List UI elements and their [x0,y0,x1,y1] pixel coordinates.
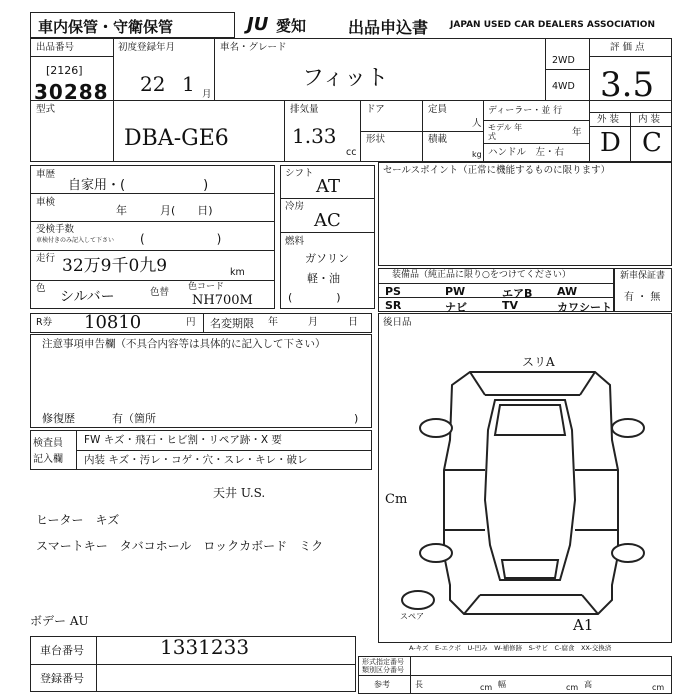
history-label: 車歴 [36,169,56,180]
score-value: 3.5 [600,65,655,105]
capacity-label: 定員 [428,104,448,115]
interior-label: 内 装 [638,114,661,125]
fuel-diesel: 軽・油 [307,272,340,285]
inspection-label: 車検 [36,197,56,208]
interior-grade: C [642,128,662,158]
drive-2wd: 2WD [552,55,575,66]
association-name: JAPAN USED CAR DEALERS ASSOCIATION [450,20,655,30]
recycle-label: R券 [36,317,53,328]
length-unit: cm [480,683,493,692]
inspection-value: 年 月( 日) [116,204,213,217]
damage-legend: A-キズ E-エクボ U-凹み W-補修跡 S-サビ C-腐食 XX-交換済 [409,644,612,652]
first-reg-label: 初度登録年月 [118,42,176,53]
lot-number: 30288 [34,80,109,104]
displacement-label: 排気量 [290,104,319,115]
load-label: 積載 [428,134,448,145]
sales-point-frame [378,162,672,266]
first-reg-month: 1 [182,72,195,96]
type-label: 型式 [36,104,56,115]
category-label: 類別区分番号 [362,666,404,674]
model-year-label: モデル 年 式 [488,123,523,141]
storage-note-text: 車内保管・守衛保管 [38,18,174,36]
chassis-label: 車台番号 [40,644,84,657]
model-name: フィット [302,66,389,91]
repair-close: ) [354,412,359,425]
exterior-grade: D [600,128,621,158]
repair-label: 修復歴 [42,412,75,425]
sales-point-label: セールスポイント（正常に機能するものに限ります） [383,165,611,176]
mileage-unit: km [230,267,245,278]
equipment-item: カワシート [557,301,612,314]
notes-label: 注意事項申告欄（不具合内容等は具体的に記入して下さい） [42,338,326,350]
repair-value: 有（箇所 [112,412,156,425]
drive-4wd: 4WD [552,81,575,92]
shape-label: 形状 [366,134,386,145]
length-label: 長 [415,680,423,689]
score-label: 評 価 点 [610,42,645,53]
width-unit: cm [566,683,579,692]
model-name-label: 車名・グレード [220,42,287,53]
equipment-label: 装備品（純正品に限り○をつけてください） [392,270,571,280]
warranty-sub: 車検付きのみ記入して下さい [36,237,115,244]
displacement-unit: cc [346,147,357,158]
name-change-value: 年 月 日 [268,317,358,328]
handwritten-line4: ボデー AU [30,614,89,628]
year-unit: 年 [572,127,582,138]
repaint-label: 色替 [150,287,170,298]
fuel-gasoline: ガソリン [305,252,349,265]
handwritten-line1: 天井 U.S. [213,486,266,500]
type-value: DBA-GE6 [124,126,229,151]
load-unit: kg [472,150,482,159]
chassis-value: 1331233 [160,635,250,659]
equipment-item: TV [502,299,519,312]
handwritten-bottom-mark: A1 [573,616,594,634]
handle-label: ハンドル 左・右 [488,147,565,158]
equipment-item: PS [385,285,401,298]
org-name: 愛知 [276,17,307,35]
recycle-value: 10810 [84,312,142,333]
lot-sub: [2126] [46,64,83,77]
shift-label: シフト [285,168,314,179]
displacement-value: 1.33 [292,124,337,148]
reference-label: 参考 [374,680,390,689]
equipment-item: AW [557,285,578,298]
fuel-other: ( ) [288,291,341,304]
handwritten-line3: スマートキー タバコホール ロックカボード ミク [36,539,324,553]
exterior-label: 外 装 [597,114,620,125]
width-label: 幅 [498,680,506,689]
inspector-label: 検査員 記入欄 [33,438,63,465]
color-code-value: NH700M [192,293,253,308]
ju-logo: JU [247,14,269,35]
equipment-item: ナビ [445,301,467,314]
mileage-label: 走行 [36,253,56,264]
shift-value: AT [316,176,341,197]
equipment-item: SR [385,299,402,312]
document-title: 出品申込書 [348,18,429,37]
mileage-value: 32万9千0九9 [62,256,168,276]
capacity-unit: 人 [472,118,482,129]
lot-label: 出品番号 [36,42,75,53]
ac-label: 冷房 [285,201,305,212]
fuel-label: 燃料 [285,236,305,247]
handwritten-side-mark: Cm [385,492,408,507]
handwritten-top-mark: スリA [522,355,555,369]
door-label: ドア [366,104,385,115]
recycle-unit: 円 [186,317,196,328]
inspector-row1: FW キズ・飛石・ヒビ割・リペア跡・X 要 [84,434,282,446]
ac-value: AC [314,210,341,231]
month-unit: 月 [202,89,212,100]
warranty-value: ( ) [140,232,222,246]
color-label: 色 [36,283,46,294]
rear-label: 後日品 [383,317,412,328]
spare-label: スペア [400,612,424,621]
color-value: シルバー [60,289,115,305]
history-value: 自家用・( ) [68,178,209,193]
height-unit: cm [652,683,665,692]
handwritten-line2: ヒーター キズ [36,513,120,527]
inspector-row2: 内装 キズ・汚レ・コゲ・穴・スレ・キレ・破レ [84,454,308,466]
new-car-warranty-options: 有 ・ 無 [624,292,661,303]
name-change-label: 名変期限 [210,317,254,330]
first-reg-year: 22 [140,72,166,96]
equipment-item: PW [445,285,466,298]
dealer-label: ディーラー・並 行 [488,106,563,116]
new-car-warranty-label: 新車保証書 [620,271,666,281]
equipment-item: エアB [502,287,533,300]
height-label: 高 [584,680,592,689]
warranty-label: 受検手数 [36,224,75,235]
color-code-label: 色コード [188,282,225,292]
type-designation-label: 形式指定番号 [362,658,404,666]
registration-label: 登録番号 [40,672,84,685]
